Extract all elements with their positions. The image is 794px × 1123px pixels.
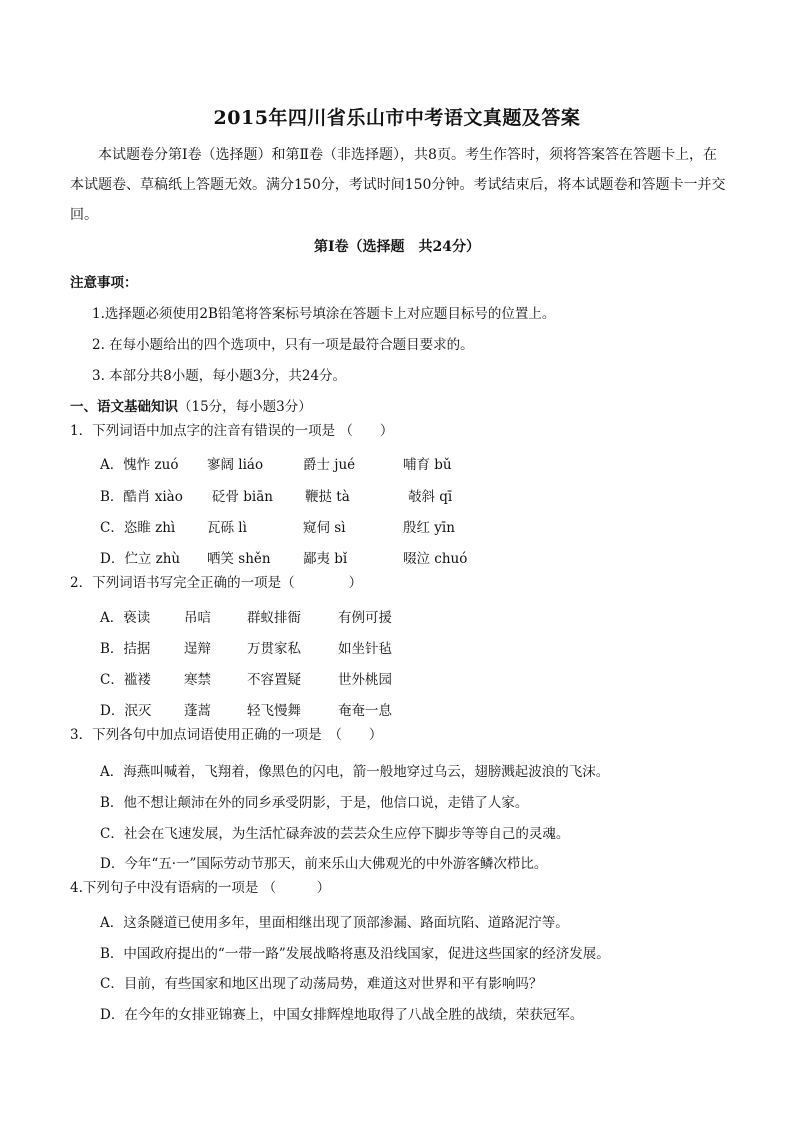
question-3-stem: 3．下列各句中加点词语使用正确的一项是 （ ） xyxy=(70,727,383,743)
q1-option: C．恣睢 zhì xyxy=(100,520,176,536)
q1-option: 瓦砾 lì xyxy=(207,520,247,536)
q2-option: 轻飞慢舞 xyxy=(247,703,301,719)
q2-option: 奄奄一息 xyxy=(338,703,392,719)
q1-option: 哺育 bǔ xyxy=(403,457,452,473)
q4-option: C．目前，有些国家和地区出现了动荡局势，难道这对世界和平有影响吗？ xyxy=(100,976,543,992)
q2-option: 万贯家私 xyxy=(247,641,301,657)
q1-option: 寥阔 liáo xyxy=(207,457,264,473)
q4-option: D．在今年的女排亚锦赛上，中国女排辉煌地取得了八战全胜的战绩，荣获冠军。 xyxy=(100,1007,584,1023)
q1-option: D．伫立 zhù xyxy=(100,551,181,567)
section-title: 第Ⅰ卷（选择题 共24分） xyxy=(313,239,481,255)
q3-option: B．他不想让颠沛在外的同乡承受阴影，于是，他信口说，走错了人家。 xyxy=(100,795,529,811)
question-2-stem: 2．下列词语书写完全正确的一项是（ ） xyxy=(70,575,363,591)
q2-option: 世外桃园 xyxy=(338,672,392,688)
q2-option: 有例可援 xyxy=(338,610,392,626)
q1-option: B．酷肖 xiào xyxy=(100,489,183,505)
q4-option: B．中国政府提出的“一带一路”发展战略将惠及沿线国家，促进这些国家的经济发展。 xyxy=(100,946,610,962)
q3-option: C．社会在飞速发展，为生活忙碌奔波的芸芸众生应停下脚步等等自己的灵魂。 xyxy=(100,826,570,842)
notes-heading: 注意事项： xyxy=(70,275,138,291)
q1-option: 哂笑 shěn xyxy=(207,551,271,567)
q1-option: 爵士 jué xyxy=(303,457,356,473)
intro-text: 本试题卷分第Ⅰ卷（选择题）和第Ⅱ卷（非选择题），共8页。考生作答时，须将答案答在答题卡上，在本试题卷、草稿纸上答题无效。满分150分，考试时间150分钟。考试结束后，将本试题卷和答题卡一并交回。 xyxy=(70,147,726,223)
q1-option: 攲斜 qī xyxy=(408,489,453,505)
q2-option: 吊唁 xyxy=(184,610,211,626)
q3-option: A．海燕叫喊着，飞翔着，像黑色的闪电，箭一般地穿过乌云，翅膀溅起波浪的飞沫。 xyxy=(100,764,610,780)
q2-option: D．泯灭 xyxy=(100,703,152,719)
intro-paragraph xyxy=(70,140,730,230)
q2-option: 蓬蒿 xyxy=(184,703,211,719)
question-1-stem: 1．下列词语中加点字的注音有错误的一项是 （ ） xyxy=(70,423,394,439)
q3-option: D．今年“五·一”国际劳动节那天，前来乐山大佛观光的中外游客鳞次栉比。 xyxy=(100,856,548,872)
q1-option: A．愧怍 zuó xyxy=(100,457,179,473)
q1-option: 砭骨 biān xyxy=(212,489,273,505)
page-title: 2015年四川省乐山市中考语文真题及答案 xyxy=(213,107,581,129)
note-item: 3. 本部分共8小题，每小题3分，共24分。 xyxy=(92,368,347,384)
q1-option: 窥伺 sì xyxy=(303,520,346,536)
q2-option: 群蚁排衙 xyxy=(247,610,301,626)
q2-option: C．褴褛 xyxy=(100,672,151,688)
q2-option: 寒禁 xyxy=(184,672,211,688)
note-item: 1.选择题必须使用2B铅笔将答案标号填涂在答题卡上对应题目标号的位置上。 xyxy=(92,306,556,322)
q2-option: B．拮据 xyxy=(100,641,151,657)
q2-option: 不容置疑 xyxy=(247,672,301,688)
q1-option: 殷红 yīn xyxy=(403,520,455,536)
q1-option: 鞭挞 tà xyxy=(305,489,350,505)
q1-option: 啜泣 chuó xyxy=(403,551,468,567)
question-4-stem: 4.下列句子中没有语病的一项是 （ ） xyxy=(70,880,331,896)
part1-score: （15分，每小题3分） xyxy=(178,399,312,415)
part1-heading xyxy=(70,395,312,415)
q2-option: 如坐针毡 xyxy=(338,641,392,657)
q2-option: A．亵读 xyxy=(100,610,151,626)
part1-title: 一、语文基础知识 xyxy=(70,399,178,415)
q2-option: 逞辩 xyxy=(184,641,211,657)
note-item: 2. 在每小题给出的四个选项中，只有一项是最符合题目要求的。 xyxy=(92,337,474,353)
q4-option: A．这条隧道已使用多年，里面相继出现了顶部渗漏、路面坑陷、道路泥泞等。 xyxy=(100,915,569,931)
q1-option: 鄙夷 bǐ xyxy=(303,551,348,567)
